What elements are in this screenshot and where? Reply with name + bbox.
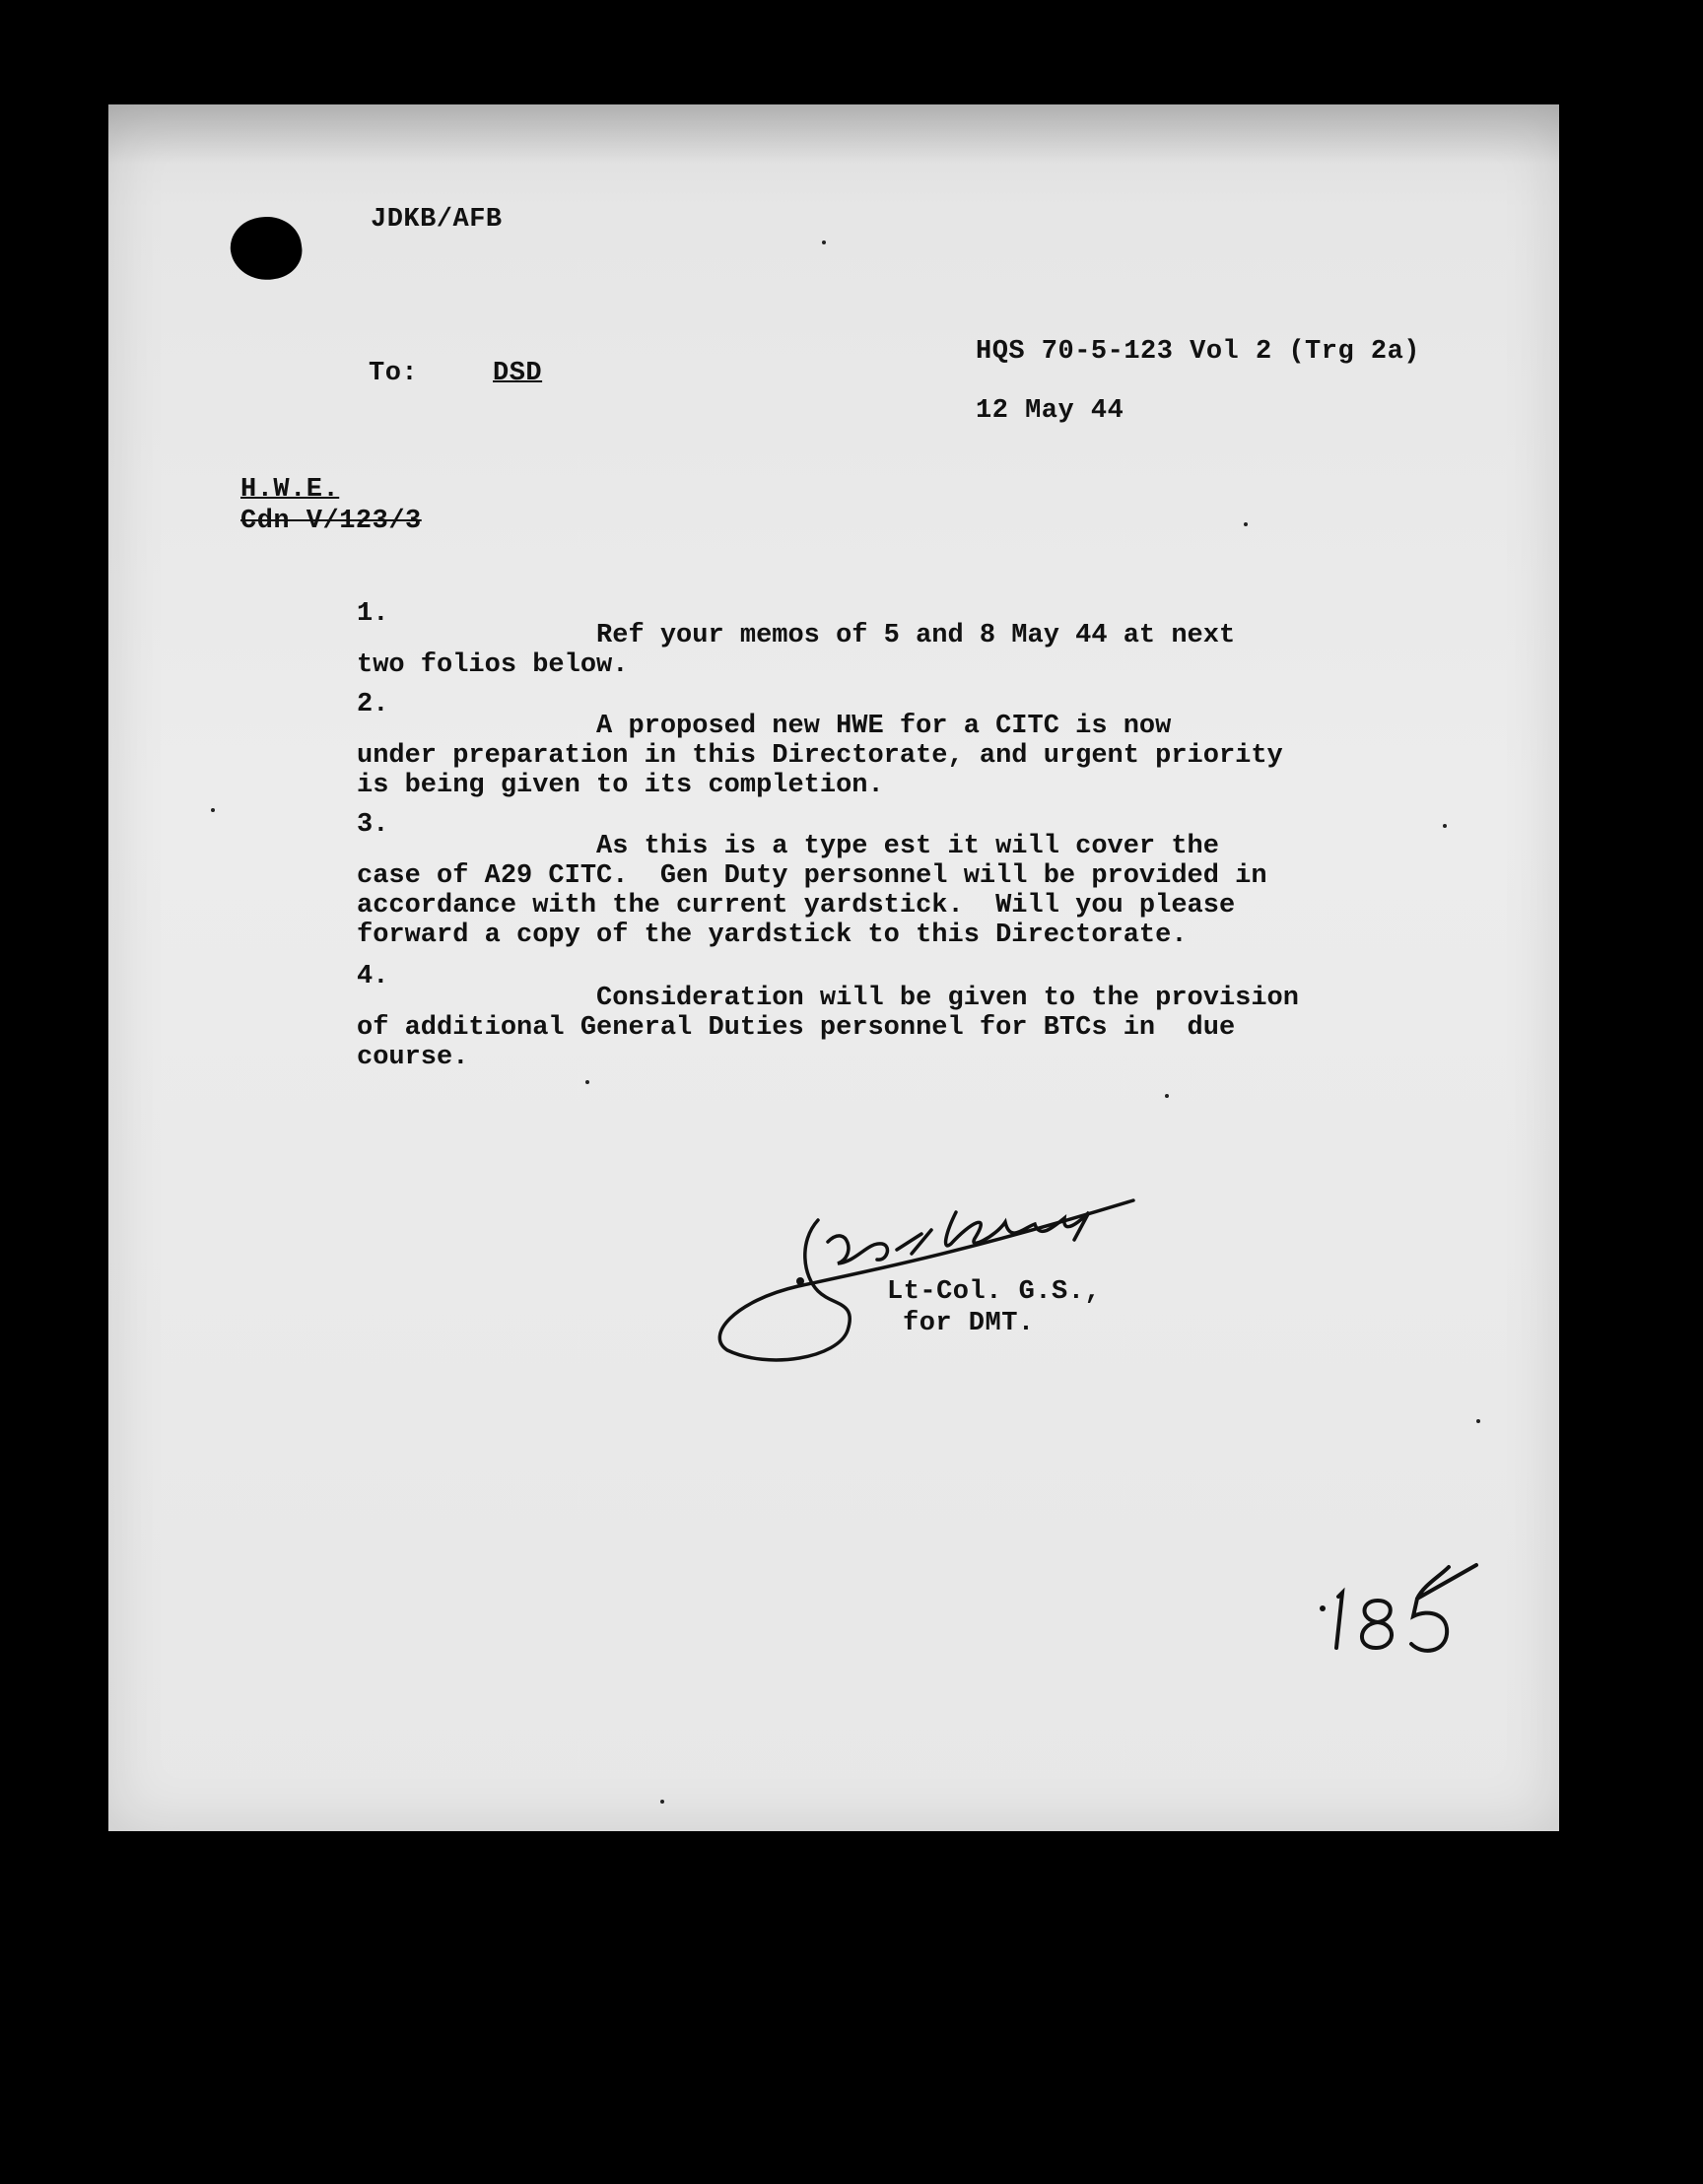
to-recipient: DSD (493, 359, 543, 388)
paragraph-3 (357, 810, 1451, 950)
paragraph-line: accordance with the current yardstick. Will you please (357, 891, 1236, 921)
paper-speck (1244, 522, 1248, 526)
paper-speck (1443, 824, 1447, 828)
paragraph-line: As this is a type est it will cover the (357, 832, 1219, 861)
paragraph-number: 3. (357, 810, 389, 840)
to-label: To: (369, 359, 419, 388)
paragraph-line: under preparation in this Directorate, and urgent priority (357, 741, 1283, 771)
file-reference: HQS 70-5-123 Vol 2 (Trg 2a) (976, 337, 1420, 367)
paragraph-4 (357, 962, 1451, 1072)
paragraph-line: Ref your memos of 5 and 8 May 44 at next (357, 621, 1236, 650)
paper-speck (822, 240, 826, 244)
subject-line: H.W.E. (240, 475, 340, 505)
reference-initials: JDKB/AFB (371, 205, 503, 235)
paragraph-line: case of A29 CITC. Gen Duty personnel will be provided in (357, 861, 1267, 891)
paper-speck (211, 808, 215, 812)
paper-speck (1476, 1419, 1480, 1423)
signatory-title: Lt-Col. G.S., (887, 1277, 1102, 1307)
paper-speck (585, 1080, 589, 1084)
subject-reference: Cdn V/123/3 (240, 507, 422, 536)
paper-speck (1165, 1094, 1169, 1098)
page-shadow (108, 104, 1559, 164)
paragraph-line: Consideration will be given to the provision (357, 984, 1299, 1013)
paragraph-number: 4. (357, 962, 389, 991)
paragraph-number: 2. (357, 690, 389, 719)
memo-date: 12 May 44 (976, 396, 1124, 426)
handwritten-folio-number (1301, 1557, 1498, 1666)
paragraph-2 (357, 690, 1451, 800)
paragraph-line: of additional General Duties personnel for BTCs in due (357, 1013, 1236, 1043)
paragraph-line: two folios below. (357, 650, 629, 680)
paragraph-line: course. (357, 1043, 469, 1072)
paragraph-1 (357, 599, 1451, 680)
paper-speck (660, 1800, 664, 1804)
paragraph-number: 1. (357, 599, 389, 629)
paragraph-line: A proposed new HWE for a CITC is now (357, 712, 1172, 741)
paragraph-line: is being given to its completion. (357, 771, 884, 800)
signatory-for: for DMT. (903, 1309, 1035, 1338)
paragraph-line: forward a copy of the yardstick to this Directorate. (357, 921, 1188, 950)
